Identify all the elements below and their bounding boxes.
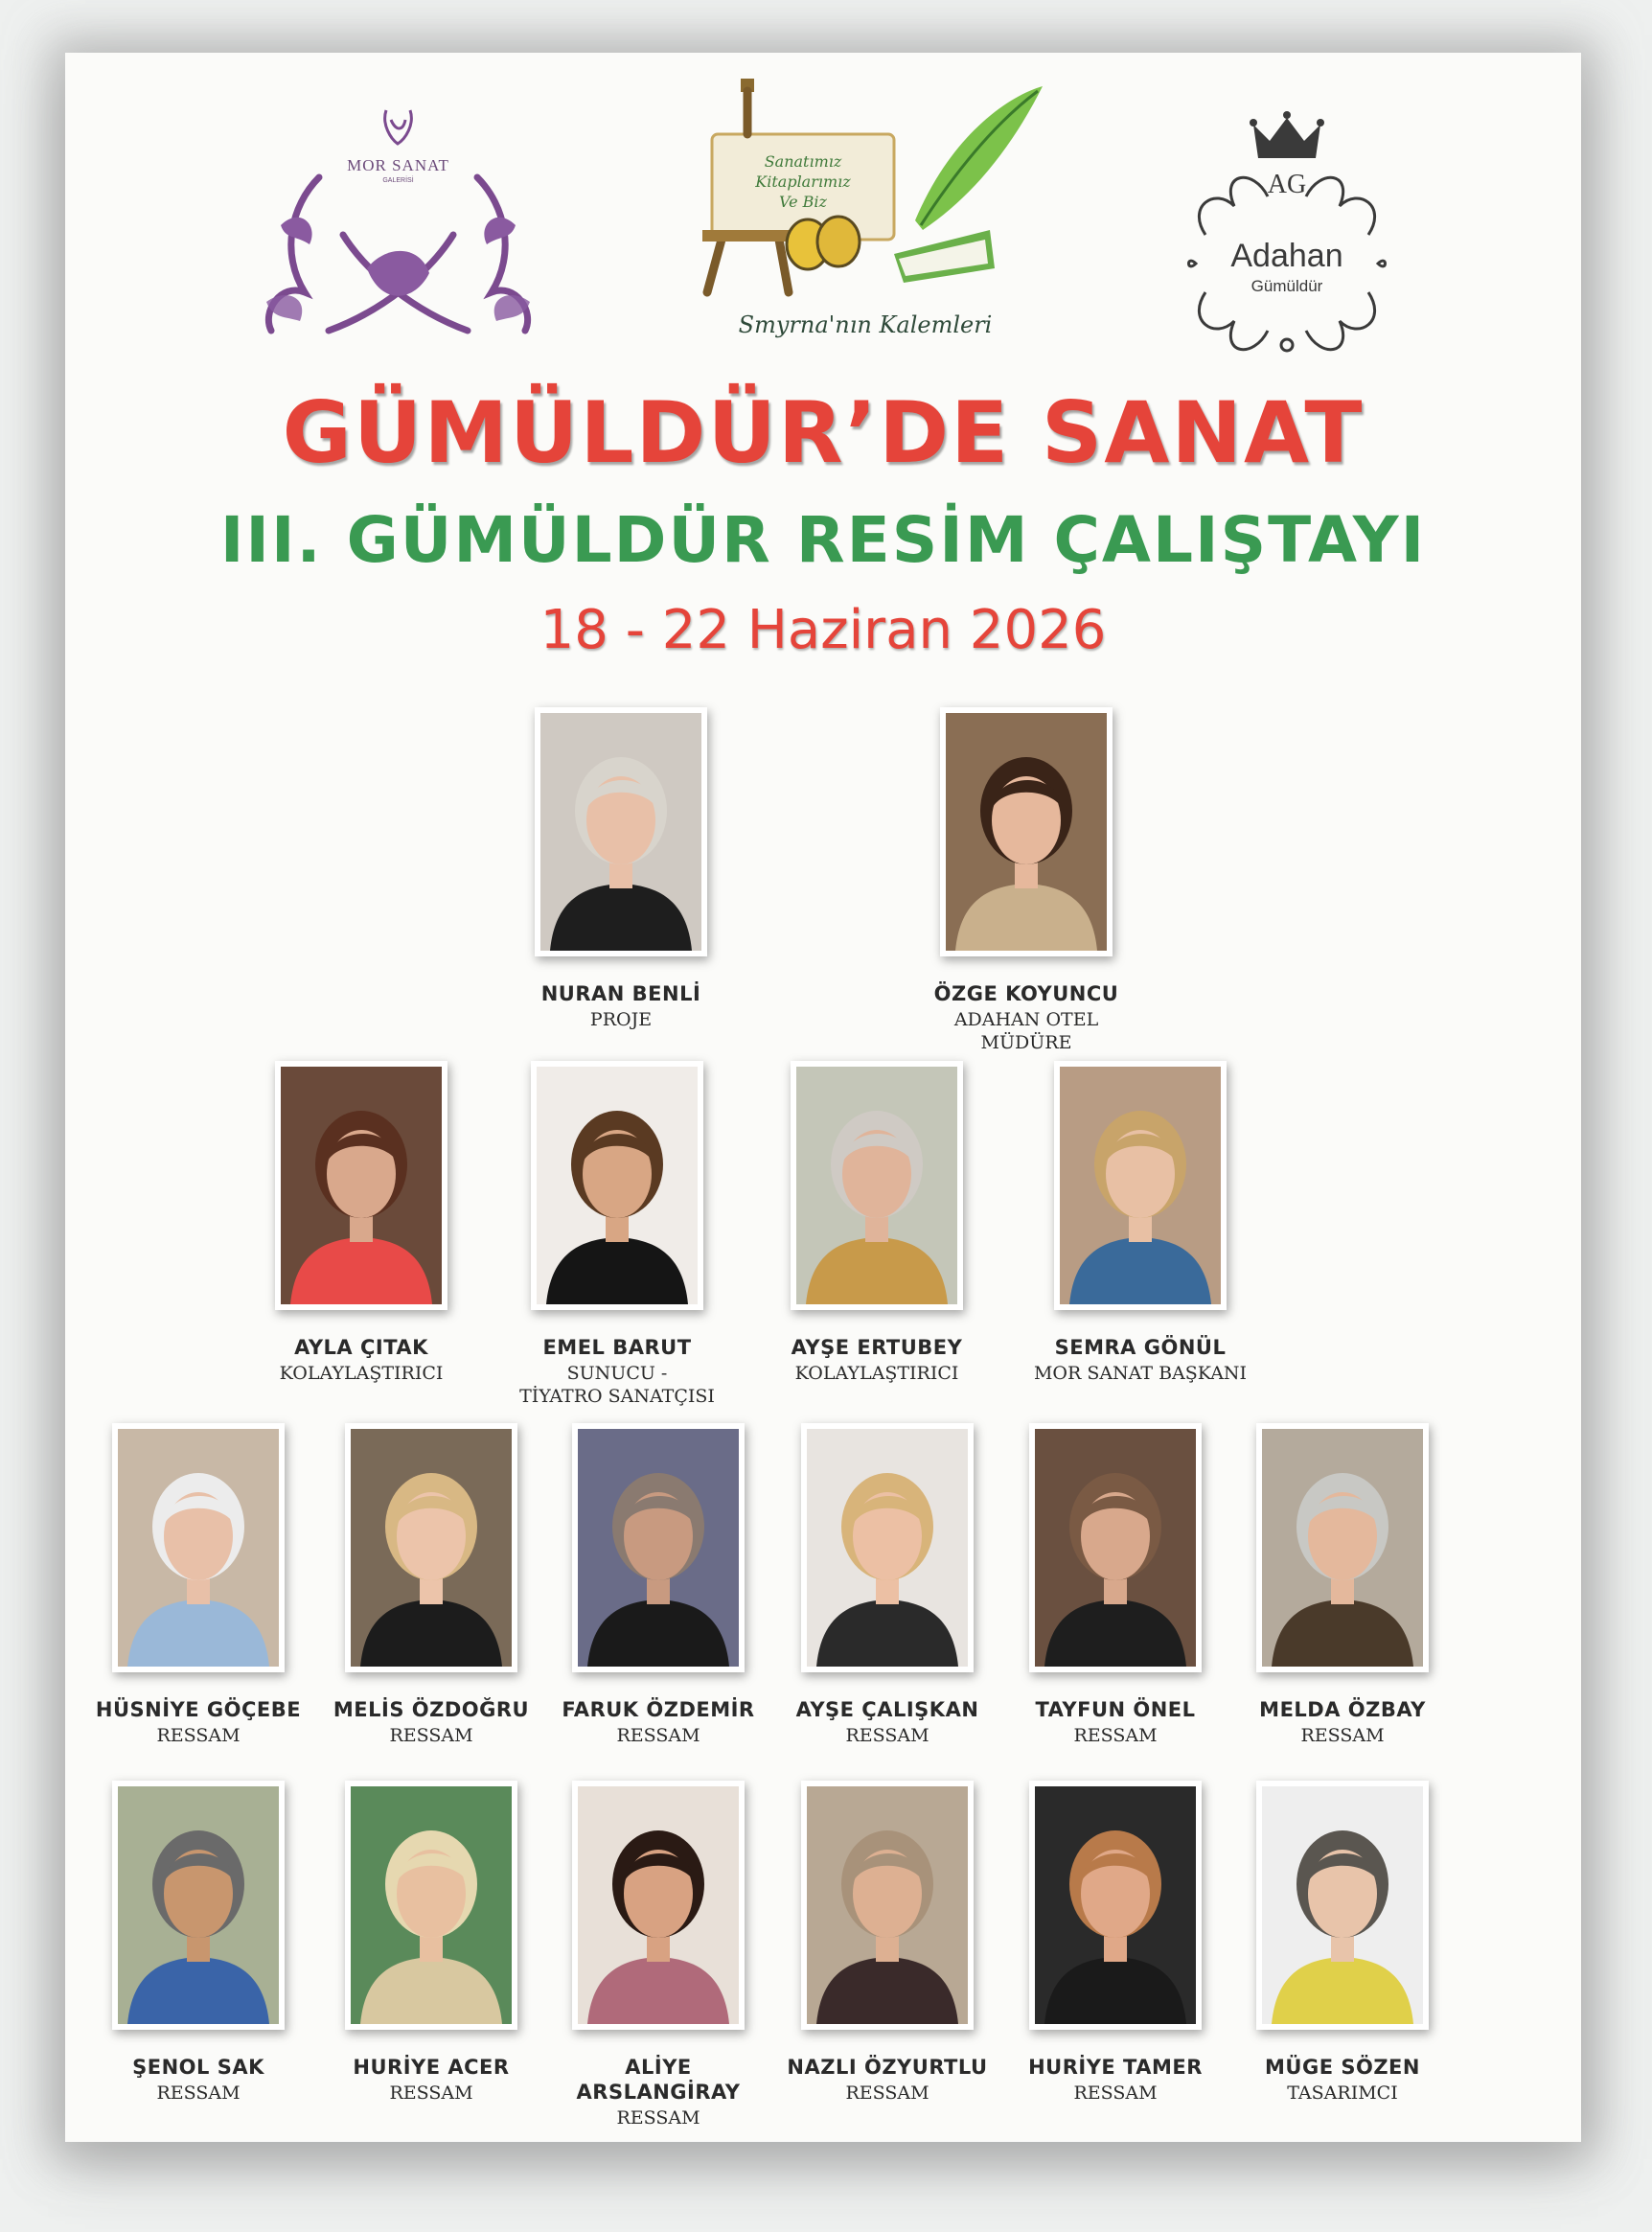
person-role xyxy=(506,1008,736,1031)
person-name-line: MELDA ÖZBAY xyxy=(1259,1698,1426,1721)
portrait-silhouette-icon xyxy=(540,713,701,951)
adahan-name: Adahan xyxy=(1230,238,1343,274)
portrait-photo xyxy=(345,1423,517,1672)
portrait-image xyxy=(118,1429,279,1667)
easel-masks-quill-icon xyxy=(664,77,1067,307)
person-name xyxy=(316,1697,546,1722)
portrait-silhouette-icon xyxy=(1262,1786,1423,2024)
person-name xyxy=(911,981,1141,1006)
person-card xyxy=(246,1061,476,1385)
person-role xyxy=(502,1362,732,1408)
portrait-photo xyxy=(535,707,707,956)
person-role-line: RESSAM xyxy=(1073,1725,1158,1746)
person-name-line: ŞENOL SAK xyxy=(132,2056,264,2079)
person-name xyxy=(316,2055,546,2080)
person-role xyxy=(83,2082,313,2105)
person-role xyxy=(246,1362,476,1385)
person-name-line: TAYFUN ÖNEL xyxy=(1035,1698,1196,1721)
person-role xyxy=(316,1724,546,1747)
portrait-image xyxy=(351,1429,512,1667)
sanatimiz-board-text xyxy=(741,151,865,212)
person-name xyxy=(543,2055,773,2105)
person-name-line: HURİYE TAMER xyxy=(1028,2056,1203,2079)
portrait-image xyxy=(281,1067,442,1304)
person-card xyxy=(1000,1423,1230,1747)
person-name-line: NURAN BENLİ xyxy=(540,982,701,1005)
person-name-line: ALİYE xyxy=(625,2056,692,2079)
portrait-photo xyxy=(275,1061,447,1310)
person-role-line: RESSAM xyxy=(389,1725,473,1746)
portrait-image xyxy=(946,713,1107,951)
smyrna-tagline: Smyrna'nın Kalemleri xyxy=(738,311,993,338)
portrait-silhouette-icon xyxy=(1060,1067,1221,1304)
adahan-monogram: AG xyxy=(1267,170,1307,199)
board-line-2: Kitaplarımız xyxy=(755,173,851,191)
poster xyxy=(65,53,1581,2142)
portrait-silhouette-icon xyxy=(281,1067,442,1304)
person-card xyxy=(83,1423,313,1747)
portrait-photo xyxy=(572,1781,745,2030)
person-card xyxy=(506,707,736,1031)
main-title: GÜMÜLDÜR’DE SANAT xyxy=(282,383,1365,482)
person-role-line: SUNUCU - xyxy=(566,1363,668,1384)
person-card xyxy=(316,1781,546,2105)
person-name xyxy=(1228,1697,1457,1722)
person-card xyxy=(772,1423,1002,1747)
person-name xyxy=(772,2055,1002,2080)
person-role xyxy=(1228,2082,1457,2105)
person-card xyxy=(543,1423,773,1747)
portrait-image xyxy=(1060,1067,1221,1304)
person-role xyxy=(772,2082,1002,2105)
portrait-silhouette-icon xyxy=(351,1786,512,2024)
person-name-line: SEMRA GÖNÜL xyxy=(1054,1336,1227,1359)
date-title: 18 - 22 Haziran 2026 xyxy=(539,599,1107,661)
person-role-line: KOLAYLAŞTIRICI xyxy=(279,1363,444,1384)
portrait-silhouette-icon xyxy=(118,1429,279,1667)
person-card xyxy=(316,1423,546,1747)
person-role xyxy=(316,2082,546,2105)
portrait-photo xyxy=(112,1781,285,2030)
person-card xyxy=(1228,1423,1457,1747)
crown-ornament-icon xyxy=(1177,91,1397,359)
person-card xyxy=(1000,1781,1230,2105)
sanatimiz-logo xyxy=(664,77,1067,364)
person-role-line: RESSAM xyxy=(616,2107,700,2128)
person-name xyxy=(1228,2055,1457,2080)
person-name-line: FARUK ÖZDEMİR xyxy=(562,1698,755,1721)
person-name-line: MELİS ÖZDOĞRU xyxy=(333,1698,530,1721)
person-name-line: MÜGE SÖZEN xyxy=(1265,2056,1420,2079)
mor-sanat-logo xyxy=(252,91,544,364)
person-card xyxy=(1228,1781,1457,2105)
portrait-photo xyxy=(801,1423,974,1672)
person-role-line: RESSAM xyxy=(389,2082,473,2104)
adahan-sub: Gümüldür xyxy=(1250,277,1323,295)
person-role xyxy=(543,1724,773,1747)
person-card xyxy=(911,707,1141,1054)
person-card xyxy=(83,1781,313,2105)
sub-title: III. GÜMÜLDÜR RESİM ÇALIŞTAYI xyxy=(219,503,1427,577)
person-name xyxy=(1000,1697,1230,1722)
mor-sanat-ornament-icon xyxy=(252,91,544,364)
portrait-image xyxy=(1035,1786,1196,2024)
person-name-line-2: ARSLANGİRAY xyxy=(576,2081,741,2104)
person-role-line: ADAHAN OTEL MÜDÜRE xyxy=(953,1009,1099,1053)
portrait-image xyxy=(537,1067,698,1304)
portrait-image xyxy=(351,1786,512,2024)
portrait-silhouette-icon xyxy=(946,713,1107,951)
person-name xyxy=(762,1335,992,1360)
portrait-silhouette-icon xyxy=(578,1786,739,2024)
portrait-photo xyxy=(1054,1061,1227,1310)
person-name xyxy=(543,1697,773,1722)
portrait-image xyxy=(578,1429,739,1667)
person-role-line: KOLAYLAŞTIRICI xyxy=(794,1363,959,1384)
person-name-line: AYLA ÇITAK xyxy=(294,1336,428,1359)
person-role-line: RESSAM xyxy=(1300,1725,1385,1746)
person-name xyxy=(83,2055,313,2080)
person-role-line: RESSAM xyxy=(616,1725,700,1746)
person-name-line: AYŞE ÇALIŞKAN xyxy=(795,1698,979,1721)
person-role-line: PROJE xyxy=(589,1009,653,1030)
person-name xyxy=(83,1697,313,1722)
mor-sanat-name: MOR SANAT xyxy=(347,156,449,174)
portrait-image xyxy=(807,1429,968,1667)
person-name-line: NAZLI ÖZYURTLU xyxy=(787,2056,988,2079)
portrait-photo xyxy=(1029,1423,1202,1672)
portrait-photo xyxy=(572,1423,745,1672)
person-role xyxy=(543,2106,773,2129)
person-role xyxy=(772,1724,1002,1747)
person-card xyxy=(502,1061,732,1408)
portrait-image xyxy=(807,1786,968,2024)
portrait-silhouette-icon xyxy=(1035,1429,1196,1667)
portrait-image xyxy=(540,713,701,951)
person-name-line: HÜSNİYE GÖÇEBE xyxy=(95,1698,302,1721)
person-name-line: EMEL BARUT xyxy=(542,1336,692,1359)
portrait-photo xyxy=(940,707,1113,956)
portrait-silhouette-icon xyxy=(1035,1786,1196,2024)
person-role-line: RESSAM xyxy=(1073,2082,1158,2104)
portrait-silhouette-icon xyxy=(578,1429,739,1667)
portrait-silhouette-icon xyxy=(1262,1429,1423,1667)
person-role xyxy=(83,1724,313,1747)
portrait-photo xyxy=(1256,1781,1429,2030)
person-name xyxy=(1000,2055,1230,2080)
board-line-1: Sanatımız xyxy=(764,152,842,171)
portrait-silhouette-icon xyxy=(796,1067,957,1304)
person-name xyxy=(246,1335,476,1360)
person-role xyxy=(1000,1724,1230,1747)
portrait-silhouette-icon xyxy=(118,1786,279,2024)
person-role xyxy=(1228,1724,1457,1747)
portrait-image xyxy=(118,1786,279,2024)
portrait-photo xyxy=(801,1781,974,2030)
portrait-silhouette-icon xyxy=(807,1786,968,2024)
portrait-silhouette-icon xyxy=(351,1429,512,1667)
portrait-image xyxy=(796,1067,957,1304)
portrait-photo xyxy=(1256,1423,1429,1672)
person-card xyxy=(762,1061,992,1385)
person-name xyxy=(772,1697,1002,1722)
mor-sanat-sub: GALERİSİ xyxy=(382,177,414,184)
portrait-photo xyxy=(791,1061,963,1310)
person-name-line: HURİYE ACER xyxy=(353,2056,510,2079)
adahan-logo xyxy=(1177,91,1397,359)
board-line-3: Ve Biz xyxy=(779,193,827,211)
person-role-line: RESSAM xyxy=(156,1725,241,1746)
portrait-image xyxy=(1035,1429,1196,1667)
person-role-line: RESSAM xyxy=(156,2082,241,2104)
person-name-line: AYŞE ERTUBEY xyxy=(791,1336,963,1359)
person-role-line: RESSAM xyxy=(845,1725,929,1746)
person-role xyxy=(1025,1362,1255,1385)
person-name xyxy=(506,981,736,1006)
portrait-photo xyxy=(345,1781,517,2030)
person-role-line: TASARIMCI xyxy=(1287,2082,1398,2104)
portrait-photo xyxy=(1029,1781,1202,2030)
portrait-image xyxy=(578,1786,739,2024)
person-card xyxy=(543,1781,773,2129)
person-role xyxy=(911,1008,1141,1054)
person-role xyxy=(762,1362,992,1385)
person-role xyxy=(1000,2082,1230,2105)
portrait-image xyxy=(1262,1786,1423,2024)
portrait-silhouette-icon xyxy=(807,1429,968,1667)
person-role-line: MOR SANAT BAŞKANI xyxy=(1033,1363,1248,1384)
portrait-photo xyxy=(531,1061,703,1310)
person-role-line-2: TİYATRO SANATÇISI xyxy=(519,1386,715,1407)
portrait-photo xyxy=(112,1423,285,1672)
person-name-line: ÖZGE KOYUNCU xyxy=(933,982,1119,1005)
person-card xyxy=(772,1781,1002,2105)
person-name xyxy=(1025,1335,1255,1360)
portrait-image xyxy=(1262,1429,1423,1667)
person-role-line: RESSAM xyxy=(845,2082,929,2104)
person-name xyxy=(502,1335,732,1360)
portrait-silhouette-icon xyxy=(537,1067,698,1304)
person-card xyxy=(1025,1061,1255,1385)
